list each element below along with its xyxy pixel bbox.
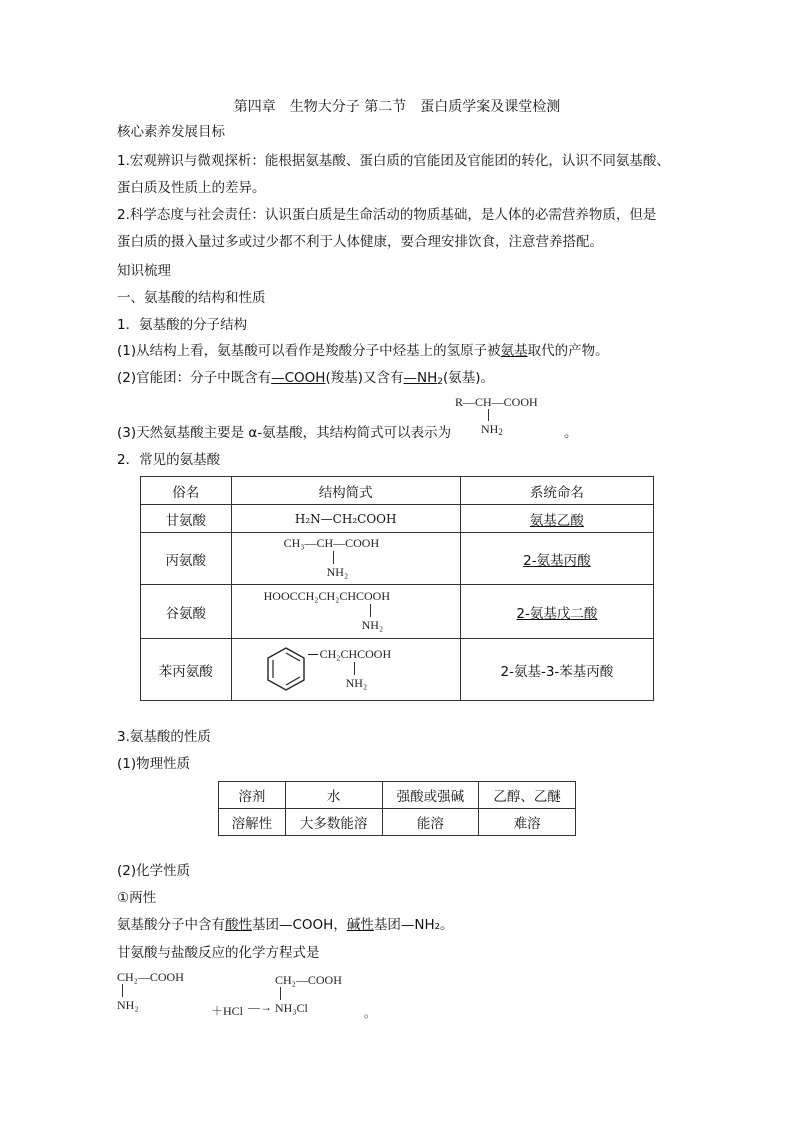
formula-bottom: NH₂ [345,676,368,690]
paragraph-3: (3)天然氨基酸主要是 α-氨基酸，其结构简式可以表示为 [117,425,452,441]
table-row [141,585,654,639]
goal1-line1: 1.宏观辨识与微观探析：能根据氨基酸、蛋白质的官能团及官能团的转化，认识不同氨基酸、 [117,153,670,169]
physical-properties-table [218,781,576,836]
col-formula: 结构简式 [231,477,460,505]
glycine-hcl-text: 甘氨酸与盐酸反应的化学方程式是 [117,945,320,961]
col-common-name: 俗名 [141,477,232,505]
goal2-line2: 蛋白质的摄入量过多或过少都不利于人体健康，要合理安排饮食，注意营养搭配。 [117,234,603,250]
reaction-arrow-icon: —→ [248,1000,272,1014]
chemical-heading: (2)化学性质 [117,863,191,879]
system-name: 氨基乙酸 [529,512,584,529]
cell-system [460,505,653,533]
core-goals-heading: 核心素养发展目标 [117,124,225,140]
p1-after: 取代的产物。 [527,343,609,359]
cell-name: 甘氨酸 [141,505,232,533]
amph-mid: 基团—COOH， [252,917,347,933]
sub3-heading: 3.氨基酸的性质 [117,729,211,745]
alpha-nh: NH [481,422,499,436]
cell: 能溶 [382,809,479,836]
system-name: 2-氨基丙酸 [523,552,591,569]
p2-blank2-sub: 2 [437,377,443,387]
reaction-right-top: CH₂—COOH [275,973,342,987]
benzene-ring-icon [264,645,308,693]
cell-name: 谷氨酸 [141,585,232,639]
goal1-line2: 蛋白质及性质上的差异。 [117,180,266,196]
cell-system [460,533,653,585]
section1-heading: 一、氨基酸的结构和性质 [117,290,266,306]
table-row [219,809,576,836]
reaction-right-bottom: NH₃Cl [275,1001,308,1015]
cell-formula [231,533,460,585]
reaction-plus-hcl: ＋HCl [211,1004,244,1018]
reaction-equation [117,970,397,1020]
amph-blank2: 碱性 [346,917,374,933]
formula-bottom: NH₂ [361,618,384,632]
cell: 溶解性 [219,809,286,836]
paragraph-2 [117,369,494,391]
p1-blank: 氨基 [500,343,528,359]
table-row [141,639,654,701]
p2-blank1: —COOH [271,370,326,386]
cell-system [460,585,653,639]
formula-bottom: NH₂ [326,565,349,579]
system-name: 2-氨基戊二酸 [516,605,598,622]
reaction-left-top: CH₂—COOH [117,970,184,984]
amino-acid-table [140,476,654,701]
cell: 乙醇、乙醚 [479,782,576,809]
cell: 大多数能溶 [285,809,382,836]
reaction-end: 。 [364,1006,377,1020]
cell-name: 丙氨酸 [141,533,232,585]
table-row [141,505,654,533]
p2-blank2-text: —NH [403,370,438,386]
page-title: 第四章 生物大分子 第二节 蛋白质学案及课堂检测 [233,99,561,115]
cell: 强酸或强碱 [382,782,479,809]
table-row [141,533,654,585]
paragraph-3-end: 。 [564,425,578,441]
amphoteric-heading: ①两性 [117,890,157,906]
sub1-heading: 1．氨基酸的分子结构 [117,317,248,333]
cell-system: 2-氨基-3-苯基丙酸 [460,639,653,701]
p2-before: (2)官能团：分子中既含有 [117,370,272,386]
col-system-name: 系统命名 [460,477,653,505]
alpha-amino-formula [455,395,575,440]
knowledge-heading: 知识梳理 [117,263,171,279]
formula-top: HOOCCH₂CH₂CHCOOH [263,589,390,603]
cell-formula: H₂N—CH₂COOH [231,505,460,533]
table-row [219,782,576,809]
physical-heading: (1)物理性质 [117,756,191,772]
alpha-formula-top: R—CH—COOH [455,395,538,409]
cell: 水 [285,782,382,809]
goal2-line1: 2.科学态度与社会责任：认识蛋白质是生命活动的物质基础，是人体的必需营养物质，但是 [117,207,657,223]
sub2-heading: 2．常见的氨基酸 [117,452,221,468]
amph-blank1: 酸性 [225,917,252,933]
amphoteric-text [117,916,454,934]
p2-blank2 [404,370,443,386]
p2-mid1: (羧基)又含有 [325,370,404,386]
p1-before: (1)从结构上看，氨基酸可以看作是羧酸分子中烃基上的氢原子被 [117,343,501,359]
amph-after: 基团—NH₂。 [373,917,454,933]
cell-name: 苯丙氨酸 [141,639,232,701]
p2-after: (氨基)。 [443,370,495,386]
paragraph-1 [117,342,609,360]
formula-top: CH₃—CH—COOH [283,536,380,550]
cell-formula [231,585,460,639]
cell: 难溶 [479,809,576,836]
alpha-formula-bottom: $NH_2$ [481,422,503,437]
amph-before: 氨基酸分子中含有 [117,917,225,933]
reaction-left-bottom: NH₂ [117,998,139,1012]
cell: 溶剂 [219,782,286,809]
cell-formula [231,639,460,701]
formula-top: CH₂CHCOOH [319,647,392,661]
